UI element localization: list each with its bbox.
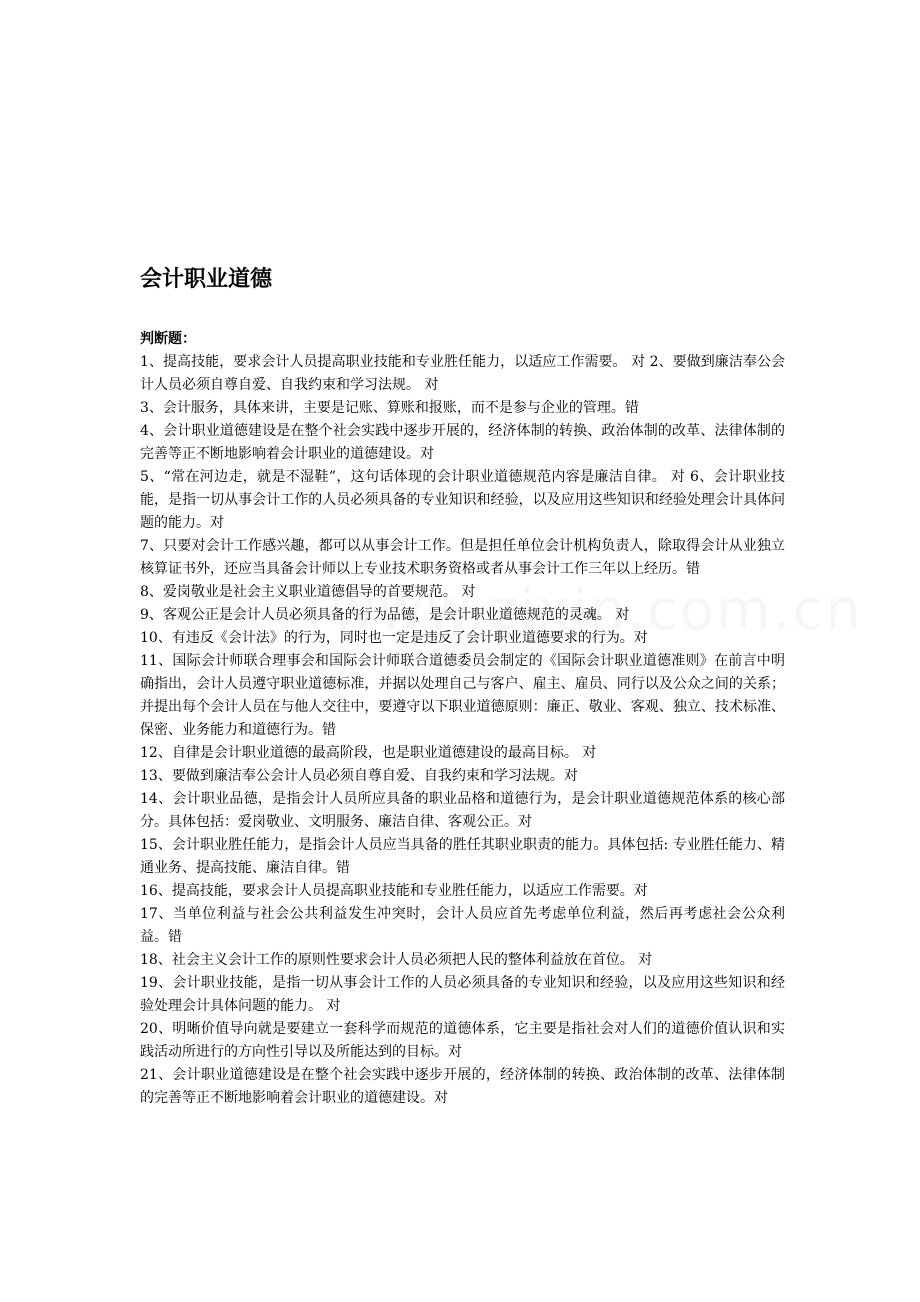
question-item: 9、客观公正是会计人员必须具备的行为品德，是会计职业道德规范的灵魂。 对 [140,607,630,623]
document-title: 会计职业道德 [140,267,273,292]
question-item: 12、自律是会计职业道德的最高阶段，也是职业道德建设的最高目标。 对 [140,745,597,761]
question-item: 3、会计服务，具体来讲，主要是记账、算账和报账，而不是参与企业的管理。错 [140,400,639,416]
section-heading: 判断题： [140,331,196,347]
question-item: 17、当单位利益与社会公共利益发生冲突时，会计人员应首先考虑单位利益，然后再考虑社会公众利益。错 [140,906,785,945]
question-item: 19、会计职业技能，是指一切从事会计工作的人员必须具备的专业知识和经验，以及应用这些知识和经验处理会计具体问题的能力。 对 [140,975,785,1014]
question-item: 11、国际会计师联合理事会和国际会计师联合道德委员会制定的《国际会计职业道德准则》在前言中明确指出，会计人员遵守职业道德标准，并据以处理自己与客户、雇主、雇员、同行以及公众之间的关系；并提出每个会计人员在与他人交往中，要遵守以下职业道德原则：廉正、敬业、客观、独立、技术标准、保密、业务能力和道德行为。错 [140,653,785,738]
question-item: 16、提高技能，要求会计人员提高职业技能和专业胜任能力，以适应工作需要。对 [140,883,648,899]
question-item: 21、会计职业道德建设是在整个社会实践中逐步开展的，经济体制的转换、政治体制的改革、法律体制的完善等正不断地影响着会计职业的道德建设。对 [140,1067,785,1106]
question-item: 14、会计职业品德，是指会计人员所应具备的职业品格和道德行为，是会计职业道德规范体系的核心部分。具体包括：爱岗敬业、文明服务、廉洁自律、客观公正。对 [140,791,785,830]
question-item: 4、会计职业道德建设是在整个社会实践中逐步开展的，经济体制的转换、政治体制的改革、法律体制的完善等正不断地影响着会计职业的道德建设。对 [140,423,785,462]
question-item: 8、爱岗敬业是社会主义职业道德倡导的首要规范。 对 [140,584,476,600]
question-item: 7、只要对会计工作感兴趣，都可以从事会计工作。但是担任单位会计机构负责人，除取得会计从业独立核算证书外，还应当具备会计师以上专业技术职务资格或者从事会计工作三年以上经历。错 [140,538,785,577]
question-item: 20、明晰价值导向就是要建立一套科学而规范的道德体系，它主要是指社会对人们的道德价值认识和实践活动所进行的方向性引导以及所能达到的目标。对 [140,1021,785,1060]
question-item: 15、会计职业胜任能力，是指会计人员应当具备的胜任其职业职责的能力。具体包括: 专业胜任能力、精通业务、提高技能、廉洁自律。错 [140,837,785,876]
question-item: 5、“常在河边走，就是不湿鞋”，这句话体现的会计职业道德规范内容是廉洁自律。 对 6、会计职业技能，是指一切从事会计工作的人员必须具备的专业知识和经验，以及应用这些知识和经验处理会计具体问题的能力。对 [140,469,785,531]
question-item: 18、社会主义会计工作的原则性要求会计人员必须把人民的整体利益放在首位。 对 [140,952,653,968]
question-item: 13、要做到廉洁奉公会计人员必须自尊自爱、自我约束和学习法规。对 [140,768,578,784]
question-item: 1、提高技能，要求会计人员提高职业技能和专业胜任能力，以适应工作需要。 对 2、要做到廉洁奉公会计人员必须自尊自爱、自我约束和学习法规。 对 [140,354,785,393]
question-item: 10、有违反《会计法》的行为，同时也一定是违反了会计职业道德要求的行为。对 [140,630,648,646]
document-body [140,258,785,1110]
